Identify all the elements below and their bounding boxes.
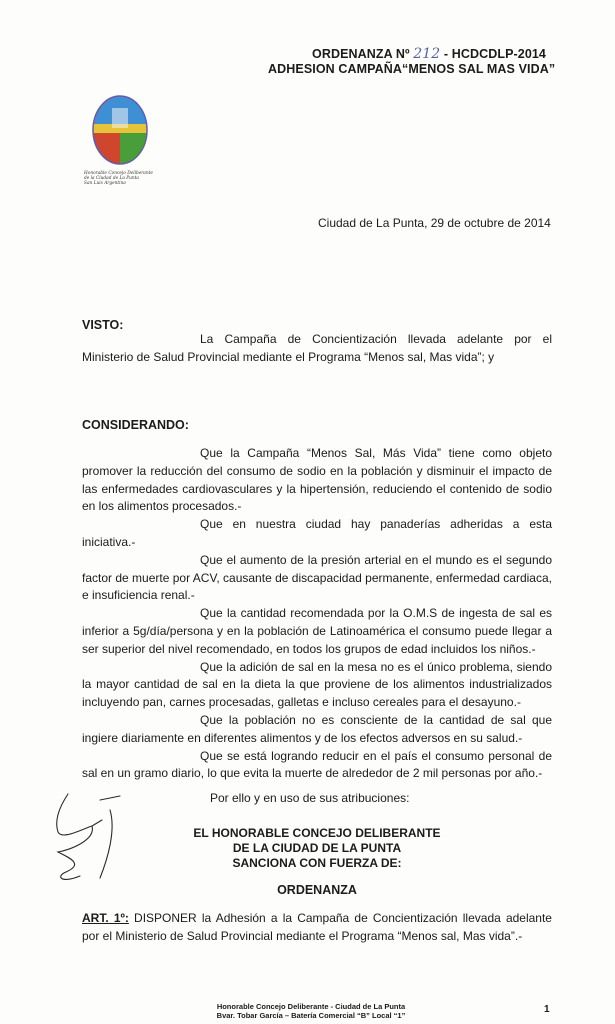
ordenanza-heading: ORDENANZA <box>277 883 357 897</box>
sanction-line: EL HONORABLE CONCEJO DELIBERANTE <box>193 826 441 840</box>
ordenanza-number-line <box>312 46 546 62</box>
ordenanza-handwritten-number: 212 <box>413 46 441 62</box>
visto-text: La Campaña de Concientización llevada adelante por el Ministerio de Salud Provincial mediante el Programa “Menos sal, Mas vida”; y <box>82 332 552 364</box>
considerando-body <box>82 445 552 783</box>
considerando-label: CONSIDERANDO: <box>82 418 189 432</box>
considerando-paragraph: Que en nuestra ciudad hay panaderías adheridas a esta iniciativa.- <box>82 517 552 549</box>
sanction-line: DE LA CIUDAD DE LA PUNTA <box>232 841 402 855</box>
document-title: ADHESION CAMPAÑA“MENOS SAL MAS VIDA” <box>268 62 556 76</box>
page-number: 1 <box>544 1004 550 1015</box>
considerando-paragraph: Que el aumento de la presión arterial en el mundo es el segundo factor de muerte por ACV, causante de discapacidad permanente, enfermedad cardiaca, e insuficiencia renal.- <box>82 552 552 603</box>
visto-label: VISTO: <box>82 318 124 332</box>
footer-line-2: Bvar. Tobar García – Batería Comercial “B” Local “1” <box>216 1011 406 1020</box>
ordenanza-prefix: ORDENANZA Nº <box>312 47 410 61</box>
council-emblem-icon <box>90 94 150 166</box>
considerando-paragraph: Que se está logrando reducir en el país el consumo personal de sal en un gramo diario, lo que evita la muerte de alrededor de 2 mil personas por año.- <box>82 748 552 781</box>
article-1 <box>82 910 552 946</box>
footer-line-1: Honorable Concejo Deliberante - Ciudad de La Punta <box>216 1002 406 1011</box>
sanction-line: SANCIONA CON FUERZA DE: <box>232 856 402 870</box>
considerando-paragraph: Que la adición de sal en la mesa no es el único problema, siendo la mayor cantidad de sal en la dieta la que proviene de los alimentos industrializados incluyendo pan, carnes procesadas, galletas e incluso cereales para el desayuno.- <box>82 659 552 710</box>
footer <box>196 1002 426 1020</box>
article-1-label: ART. 1º: <box>82 911 129 925</box>
sanction-block <box>82 826 552 871</box>
considerando-paragraph: Que la población no es consciente de la cantidad de sal que ingiere diariamente en diferentes alimentos y de los efectos adversos en su salud.- <box>82 712 552 745</box>
considerando-paragraph: Que la cantidad recomendada por la O.M.S de ingesta de sal es inferior a 5g/día/persona y en la población de Latinoamérica el consumo puede llegar a ser superior del nivel recomendado, en todos los grupos de edad incluidos los niños.- <box>82 606 552 656</box>
ordenanza-suffix: - HCDCDLP-2014 <box>443 47 546 61</box>
considerando-closing: Por ello y en uso de sus atribuciones: <box>210 791 410 805</box>
handwritten-signature <box>40 780 140 890</box>
council-logo <box>84 94 154 187</box>
logo-caption: Honorable Concejo Deliberante de la Ciudad de La Punta San Luis Argentina <box>84 171 153 187</box>
article-1-text: DISPONER la Adhesión a la Campaña de Concientización llevada adelante por el Ministerio de Salud Provincial mediante el Programa “Menos sal, Mas vida”.- <box>82 911 552 943</box>
considerando-paragraph: Que la Campaña “Menos Sal, Más Vida” tiene como objeto promover la reducción del consumo de sodio en la población y disminuir el impacto de las enfermedades cardiovasculares y la hipertensión, reduciendo el contenido de sodio en los alimentos procesados.- <box>82 446 552 514</box>
document-date: Ciudad de La Punta, 29 de octubre de 2014 <box>318 216 551 230</box>
